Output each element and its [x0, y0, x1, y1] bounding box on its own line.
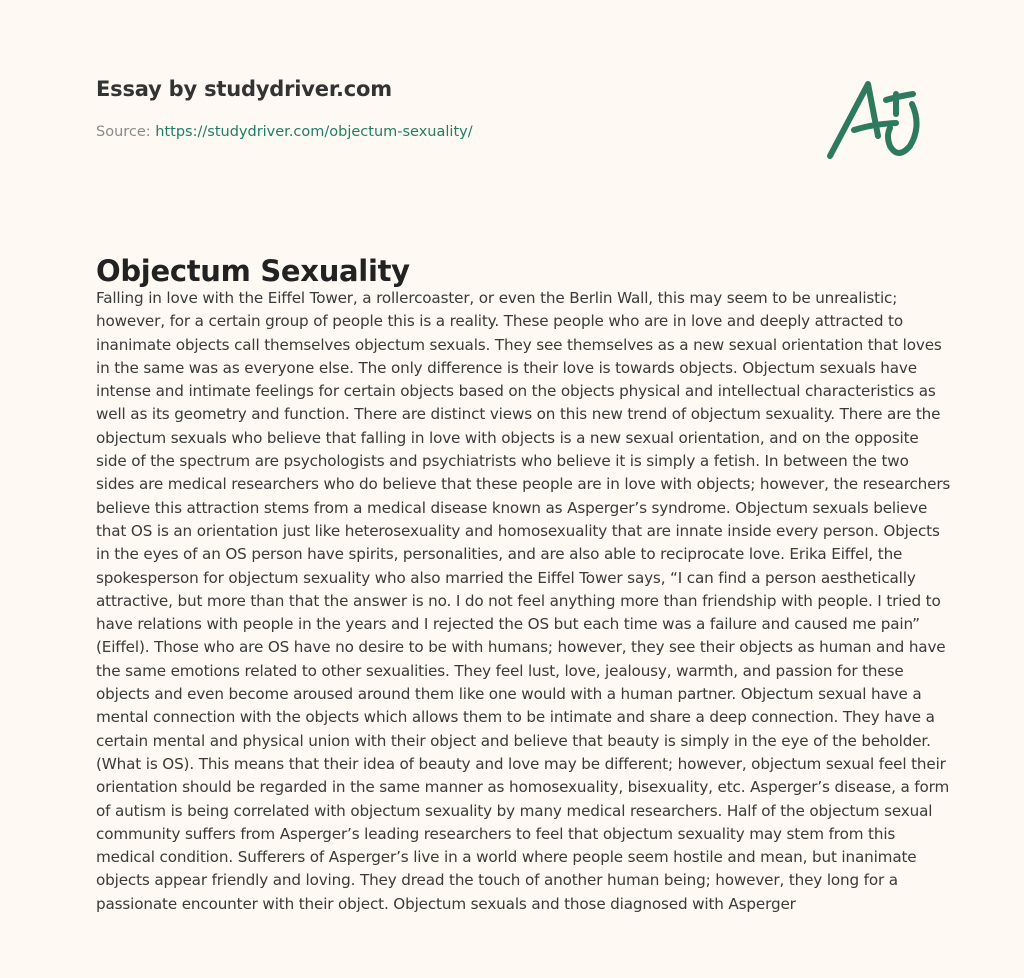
essay-line: objects and even become aroused around them like one would with a human partner. Objectum sexual have a — [96, 685, 922, 704]
essay-line: well as its geometry and function. There are distinct views on this new trend of objectum sexuality. There are the — [96, 405, 941, 424]
essay-line: spokesperson for objectum sexuality who also married the Eiffel Tower says, “I can find a person aesthetically — [96, 568, 916, 587]
essay-line: however, for a certain group of people this is a reality. These people who are in love and deeply attracted to — [96, 312, 903, 331]
essay-line: believe this attraction stems from a medical disease known as Asperger’s syndrome. Objectum sexuals believe — [96, 498, 928, 517]
essay-line: mental connection with the objects which allows them to be intimate and share a deep connection. They have a — [96, 708, 935, 727]
source-label: Source: — [96, 124, 151, 140]
essay-line: have relations with people in the years and I rejected the OS but each time was a failure and caused me pain” — [96, 615, 920, 634]
essay-line: that OS is an orientation just like heterosexuality and homosexuality that are innate inside every person. Objects — [96, 521, 940, 540]
essay-line: (What is OS). This means that their idea of beauty and love may be different; however, objectum sexual feel their — [96, 754, 946, 773]
essay-line: passionate encounter with their object. Objectum sexuals and those diagnosed with Asperger — [96, 894, 796, 913]
essay-line: objects appear friendly and loving. They dread the touch of another human being; however, they long for a — [96, 871, 898, 890]
essay-line: in the eyes of an OS person have spirits, personalities, and are also able to reciprocate love. Erika Eiffel, the — [96, 545, 903, 564]
essay-line: inanimate objects call themselves objectum sexuals. They see themselves as a new sexual orientation that loves — [96, 335, 942, 354]
a-plus-logo-icon — [818, 66, 933, 166]
essay-line: community suffers from Asperger’s leading researchers to feel that objectum sexuality may stem from this — [96, 824, 896, 843]
essay-line: in the same was as everyone else. The only difference is their love is towards objects. Objectum sexuals have — [96, 358, 917, 377]
source-line — [96, 124, 473, 140]
essay-line: certain mental and physical union with their object and believe that beauty is simply in the eye of the beholder. — [96, 731, 931, 750]
essay-title: Objectum Sexuality — [96, 254, 410, 288]
essay-line: intense and intimate feelings for certain objects based on the objects physical and intellectual characteristics as — [96, 382, 936, 401]
essay-line: the same emotions related to other sexualities. They feel lust, love, jealousy, warmth, and passion for these — [96, 661, 904, 680]
essay-body — [96, 287, 951, 916]
essay-line: side of the spectrum are psychologists and psychiatrists who believe it is simply a fetish. In between the two — [96, 452, 909, 471]
essay-line: attractive, but more than that the answer is no. I do not feel anything more than friendship with people. I tried to — [96, 591, 941, 610]
source-link[interactable]: https://studydriver.com/objectum-sexuality/ — [155, 124, 473, 140]
essay-line: Falling in love with the Eiffel Tower, a rollercoaster, or even the Berlin Wall, this may seem to be unrealistic; — [96, 289, 898, 307]
essay-line: medical condition. Sufferers of Asperger’s live in a world where people seem hostile and mean, but inanimate — [96, 848, 917, 867]
essay-line: objectum sexuals who believe that falling in love with objects is a new sexual orientation, and on the opposite — [96, 428, 919, 447]
essay-line: sides are medical researchers who do believe that these people are in love with objects; however, the researchers — [96, 475, 951, 494]
site-title: Essay by studydriver.com — [96, 77, 392, 101]
essay-line: orientation should be regarded in the same manner as homosexuality, bisexuality, etc. Asperger’s disease, a form — [96, 778, 950, 797]
essay-line: (Eiffel). Those who are OS have no desire to be with humans; however, they see their objects as human and have — [96, 638, 946, 657]
essay-line: of autism is being correlated with objectum sexuality by many medical researchers. Half of the objectum sexual — [96, 801, 933, 820]
